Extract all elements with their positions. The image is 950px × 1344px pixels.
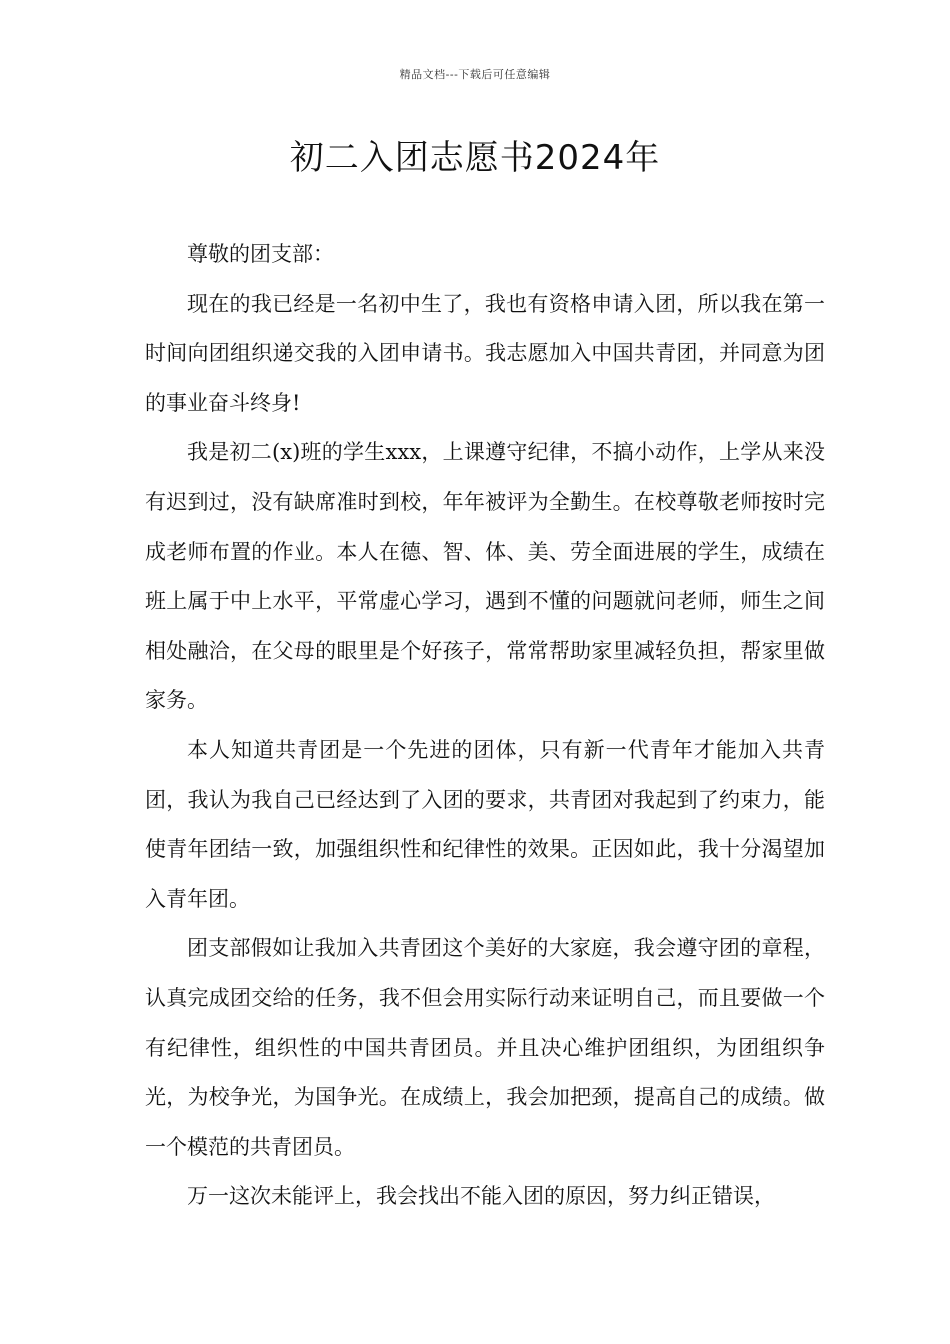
- paragraph: 本人知道共青团是一个先进的团体，只有新一代青年才能加入共青团，我认为我自己已经达到了入团的要求，共青团对我起到了约束力，能使青年团结一致，加强组织性和纪律性的效果。正因如此，我十分渴望加入青年团。: [145, 737, 825, 911]
- salutation: 尊敬的团支部：: [187, 242, 334, 266]
- header-note: 精品文档---下载后可任意编辑: [399, 68, 551, 81]
- paragraph: 团支部假如让我加入共青团这个美好的大家庭，我会遵守团的章程，认真完成团交给的任务，我不但会用实际行动来证明自己，而且要做一个有纪律性，组织性的中国共青团员。并且决心维护团组织，为团组织争光，为校争光，为国争光。在成绩上，我会加把颈，提高自己的成绩。做一个模范的共青团员。: [145, 936, 825, 1159]
- paragraph: 万一这次未能评上，我会找出不能入团的原因，努力纠正错误，: [187, 1184, 775, 1209]
- document-body: [145, 230, 825, 1222]
- paragraph: 我是初二(x)班的学生xxx，上课遵守纪律，不搞小动作，上学从来没有迟到过，没有缺席准时到校，年年被评为全勤生。在校尊敬老师按时完成老师布置的作业。本人在德、智、体、美、劳全面进展的学生，成绩在班上属于中上水平，平常虚心学习，遇到不懂的问题就问老师，师生之间相处融洽，在父母的眼里是个好孩子，常常帮助家里减轻负担，帮家里做家务。: [145, 440, 825, 713]
- document-title: 初二入团志愿书2024年: [289, 138, 661, 178]
- paragraph: 现在的我已经是一名初中生了，我也有资格申请入团，所以我在第一时间向团组织递交我的入团申请书。我志愿加入中国共青团，并同意为团的事业奋斗终身!: [145, 291, 825, 415]
